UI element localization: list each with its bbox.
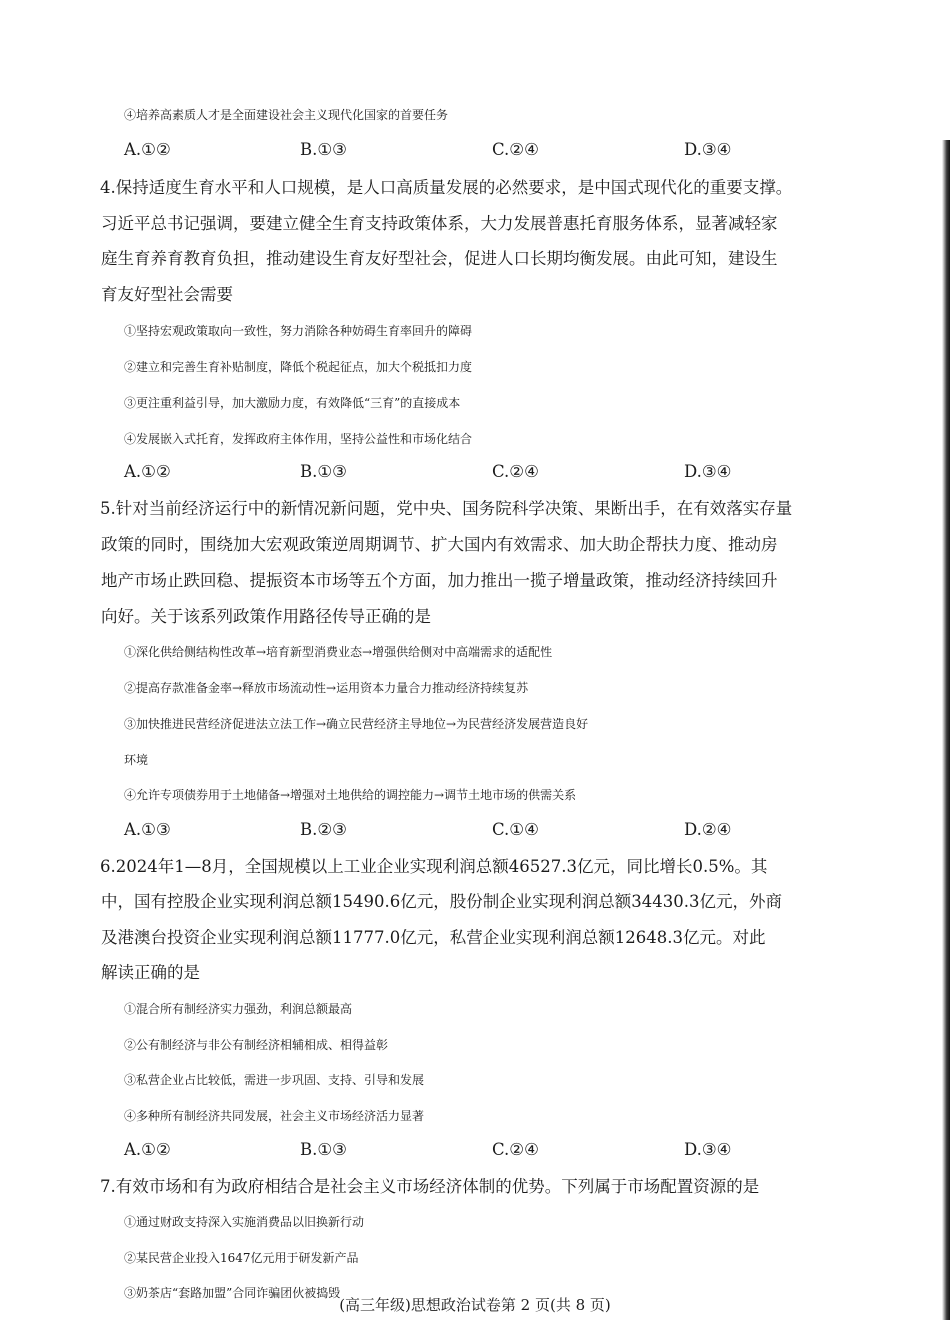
q4-stem-line-1: 4.保持适度生育水平和人口规模，是人口高质量发展的必然要求，是中国式现代化的重要支撑。 <box>100 178 793 197</box>
q5-stem-line-1: 5.针对当前经济运行中的新情况新问题，党中央、国务院科学决策、果断出手，在有效落实存量 <box>100 499 793 518</box>
q5-item-1: ①深化供给侧结构性改革→培育新型消费业态→增强供给侧对中高端需求的适配性 <box>124 645 553 659</box>
q5-option-c: C.①④ <box>492 820 539 839</box>
q6-option-b: B.①③ <box>300 1140 347 1159</box>
q6-options <box>124 1140 864 1162</box>
scan-edge-shadow <box>942 140 950 1320</box>
q5-options <box>124 820 864 842</box>
q6-option-a: A.①② <box>124 1140 171 1159</box>
q7-item-1: ①通过财政支持深入实施消费品以旧换新行动 <box>124 1215 365 1229</box>
q6-item-1: ①混合所有制经济实力强劲，利润总额最高 <box>124 1002 353 1016</box>
q5-option-d: D.②④ <box>684 820 732 839</box>
q5-option-a: A.①③ <box>124 820 171 839</box>
q3-option-b: B.①③ <box>300 140 347 159</box>
q4-options <box>124 462 864 484</box>
q6-option-c: C.②④ <box>492 1140 539 1159</box>
q4-option-b: B.①③ <box>300 462 347 481</box>
q3-options <box>124 140 864 162</box>
q5-stem-line-4: 向好。关于该系列政策作用路径传导正确的是 <box>101 607 431 626</box>
q5-stem-line-3: 地产市场止跌回稳、提振资本市场等五个方面，加力推出一揽子增量政策，推动经济持续回升 <box>101 571 778 590</box>
q6-item-4: ④多种所有制经济共同发展，社会主义市场经济活力显著 <box>124 1109 425 1123</box>
q6-stem-line-3: 及港澳台投资企业实现利润总额11777.0亿元，私营企业实现利润总额12648.3亿元。对此 <box>101 928 766 947</box>
q3-option-a: A.①② <box>124 140 171 159</box>
q6-item-2: ②公有制经济与非公有制经济相辅相成、相得益彰 <box>124 1038 389 1052</box>
q7-item-2: ②某民营企业投入1647亿元用于研发新产品 <box>124 1251 359 1265</box>
q4-item-3: ③更注重利益引导，加大激励力度，有效降低“三育”的直接成本 <box>124 396 461 410</box>
q5-option-b: B.②③ <box>300 820 347 839</box>
q6-stem-line-4: 解读正确的是 <box>101 963 200 982</box>
q4-option-c: C.②④ <box>492 462 539 481</box>
page-footer: (高三年级)思想政治试卷第 2 页(共 8 页) <box>339 1296 611 1314</box>
q4-item-2: ②建立和完善生育补贴制度，降低个税起征点，加大个税抵扣力度 <box>124 360 473 374</box>
q7-item-3: ③奶茶店“套路加盟”合同诈骗团伙被捣毁 <box>124 1286 341 1300</box>
q5-item-3-cont: 环境 <box>124 753 149 767</box>
q5-item-4: ④允许专项债券用于土地储备→增强对土地供给的调控能力→调节土地市场的供需关系 <box>124 788 577 802</box>
q6-option-d: D.③④ <box>684 1140 732 1159</box>
q4-option-a: A.①② <box>124 462 171 481</box>
q5-item-2: ②提高存款准备金率→释放市场流动性→运用资本力量合力推动经济持续复苏 <box>124 681 529 695</box>
q4-item-1: ①坚持宏观政策取向一致性，努力消除各种妨碍生育率回升的障碍 <box>124 324 473 338</box>
q4-item-4: ④发展嵌入式托育，发挥政府主体作用，坚持公益性和市场化结合 <box>124 432 473 446</box>
q4-stem-line-4: 育友好型社会需要 <box>101 285 233 304</box>
q7-stem-line-1: 7.有效市场和有为政府相结合是社会主义市场经济体制的优势。下列属于市场配置资源的是 <box>100 1177 760 1196</box>
q6-stem-line-1: 6.2024年1—8月，全国规模以上工业企业实现利润总额46527.3亿元，同比增长0.5%。其 <box>100 857 768 876</box>
q3-item-4: ④培养高素质人才是全面建设社会主义现代化国家的首要任务 <box>124 108 449 122</box>
q3-option-d: D.③④ <box>684 140 732 159</box>
q4-option-d: D.③④ <box>684 462 732 481</box>
q3-option-c: C.②④ <box>492 140 539 159</box>
q6-stem-line-2: 中，国有控股企业实现利润总额15490.6亿元，股份制企业实现利润总额34430.3亿元，外商 <box>101 892 782 911</box>
q4-stem-line-2: 习近平总书记强调，要建立健全生育支持政策体系，大力发展普惠托育服务体系，显著减轻家 <box>101 214 778 233</box>
q5-item-3: ③加快推进民营经济促进法立法工作→确立民营经济主导地位→为民营经济发展营造良好 <box>124 717 589 731</box>
q5-stem-line-2: 政策的同时，围绕加大宏观政策逆周期调节、扩大国内有效需求、加大助企帮扶力度、推动房 <box>101 535 778 554</box>
q4-stem-line-3: 庭生育养育教育负担，推动建设生育友好型社会，促进人口长期均衡发展。由此可知，建设生 <box>101 249 778 268</box>
q6-item-3: ③私营企业占比较低，需进一步巩固、支持、引导和发展 <box>124 1073 425 1087</box>
